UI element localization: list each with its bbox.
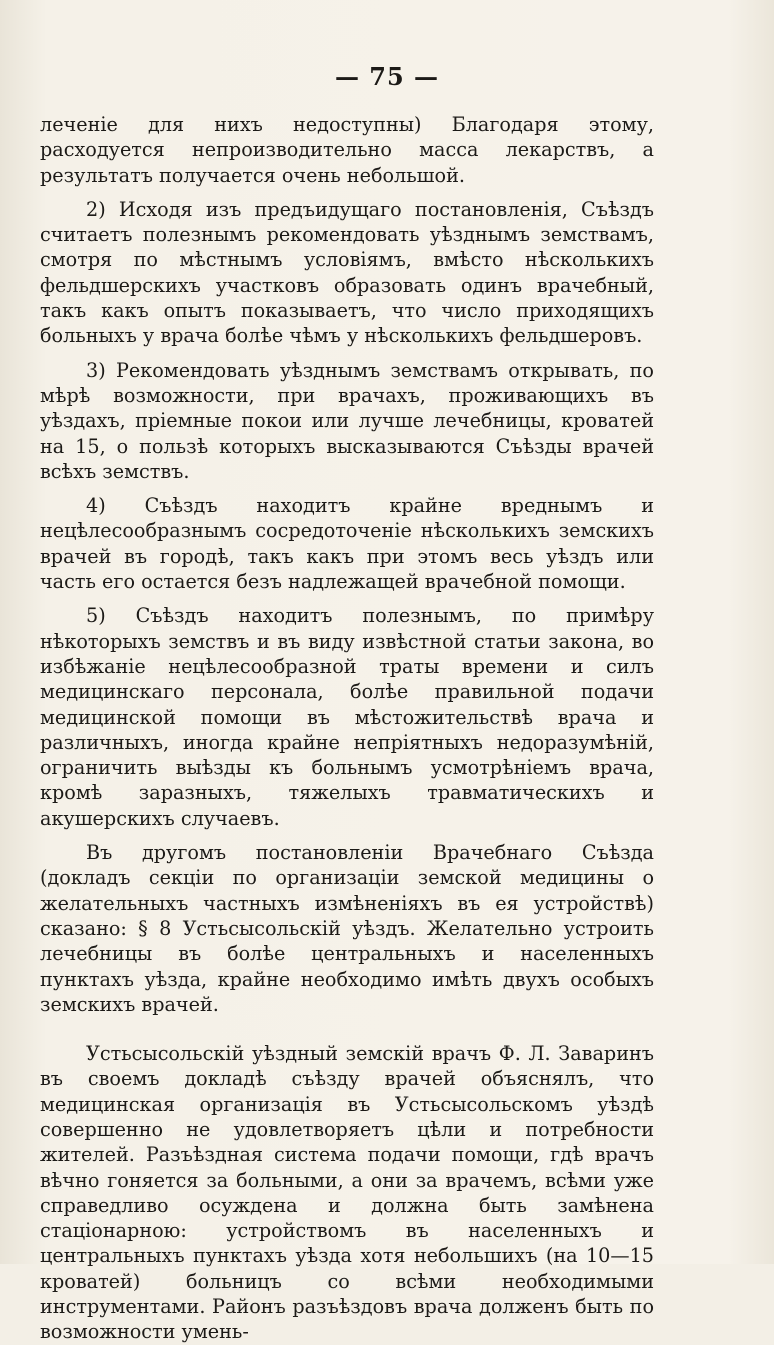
paragraph-point-4: 4) Съѣздъ находитъ крайне вреднымъ и нецѣлесообразнымъ сосредоточеніе нѣсколькихъ земскихъ врачей въ городѣ, такъ какъ при этомъ весь уѣздъ или часть его остается безъ надлежащей врачебной помощи. — [40, 494, 654, 594]
paragraph-continuation: леченіе для нихъ недоступны) Благодаря этому, расходуется непроизводительно масса лекарствъ, а результатъ получается очень небольшой. — [40, 113, 654, 187]
page-number: — 75 — — [334, 62, 440, 91]
paragraph-point-3: 3) Рекомендовать уѣзднымъ земствамъ открывать, по мѣрѣ возможности, при врачахъ, проживающихъ въ уѣздахъ, пріемные покои или лучше лечебницы, кроватей на 15, о пользѣ которыхъ высказываются Съѣзды врачей всѣхъ земствъ. — [40, 358, 654, 483]
paragraph-point-2: 2) Исходя изъ предъидущаго постановленія, Съѣздъ считаетъ полезнымъ рекомендовать уѣзднымъ земствамъ, смотря по мѣстнымъ условіямъ, вмѣсто нѣсколькихъ фельдшерскихъ участковъ образовать одинъ врачебный, такъ какъ опытъ показываетъ, что число приходящихъ больныхъ у врача болѣе чѣмъ у нѣсколькихъ фельдшеровъ. — [40, 197, 654, 348]
paragraph-congress-resolution: Въ другомъ постановленіи Врачебнаго Съѣзда (докладъ секціи по организаціи земской медицины о желательныхъ частныхъ измѣненіяхъ въ ея устройствѣ) сказано: § 8 Устьсысольскій уѣздъ. Желательно устроить лечебницы въ болѣе центральныхъ и населенныхъ пунктахъ уѣзда, крайне необходимо имѣть двухъ особыхъ земскихъ врачей. — [40, 841, 654, 1016]
page-text — [40, 112, 654, 1345]
paragraph-zavarin-report: Устьсысольскій уѣздный земскій врачъ Ф. Л. Заваринъ въ своемъ докладѣ съѣзду врачей объяснялъ, что медицинская организація въ Устьсысольскомъ уѣздѣ совершенно не удовлетворяетъ цѣли и потребности жителей. Разъѣздная система подачи помощи, гдѣ врачъ вѣчно гоняется за больными, а они за врачемъ, всѣми уже справедливо осуждена и должна быть замѣнена стаціонарною: устройствомъ въ населенныхъ и центральныхъ пунктахъ уѣзда хотя небольшихъ (на 10—15 кроватей) больницъ со всѣми необходимыми инструментами. Районъ разъѣздовъ врача долженъ быть по возможности умень- — [40, 1042, 654, 1344]
paragraph-point-5: 5) Съѣздъ находитъ полезнымъ, по примѣру нѣкоторыхъ земствъ и въ виду извѣстной статьи закона, во избѣжаніе нецѣлесообразной траты времени и силъ медицинскаго персонала, болѣе правильной подачи медицинской помощи въ мѣстожительствѣ врача и различныхъ, иногда крайне непріятныхъ недоразумѣній, ограничить выѣзды къ больнымъ усмотрѣніемъ врача, кромѣ заразныхъ, тяжелыхъ травматическихъ и акушерскихъ случаевъ. — [40, 604, 654, 830]
